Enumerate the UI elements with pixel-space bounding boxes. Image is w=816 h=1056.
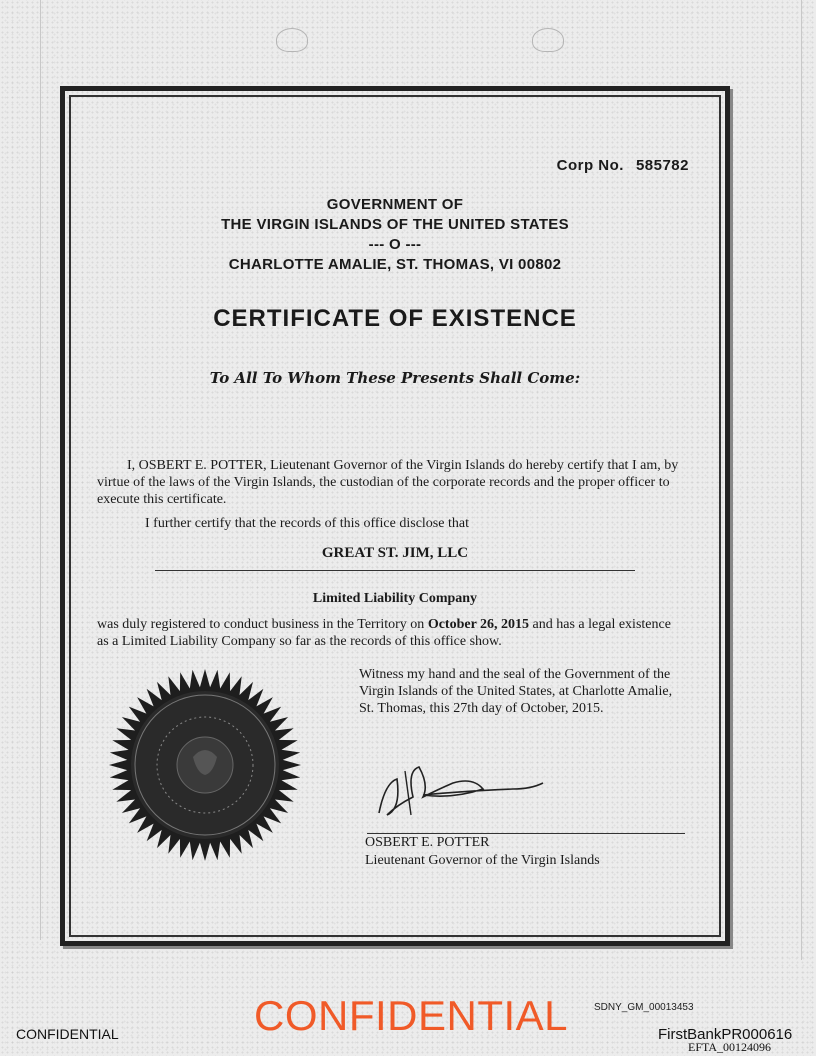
page-edge-line bbox=[40, 0, 41, 940]
header-divider: --- O --- bbox=[368, 236, 422, 253]
header-line-2: THE VIRGIN ISLANDS OF THE UNITED STATES bbox=[221, 216, 569, 233]
company-type: Limited Liability Company bbox=[312, 591, 478, 606]
signer-title: Lieutenant Governor of the Virgin Islands bbox=[365, 853, 600, 868]
signature-image bbox=[365, 761, 565, 831]
salutation: To All To Whom These Presents Shall Come: bbox=[209, 369, 581, 387]
registration-text-2: and has a legal existence as a Limited Liability Company so far as the records of this office show. bbox=[97, 617, 671, 649]
signature-line bbox=[367, 833, 685, 834]
records-paragraph: I further certify that the records of this office disclose that bbox=[145, 516, 469, 531]
efta-number: EFTA_00124096 bbox=[688, 1040, 772, 1054]
certification-paragraph: I, OSBERT E. POTTER, Lieutenant Governor of the Virgin Islands do hereby certify that I am, by virtue of the laws of the Virgin Islands, the custodian of the corporate records and the proper officer to execute this certificate. bbox=[97, 458, 679, 507]
header-line-1: GOVERNMENT OF bbox=[326, 196, 464, 213]
page-edge-line-right bbox=[801, 0, 802, 960]
government-seal bbox=[105, 665, 305, 865]
signer-name: OSBERT E. POTTER bbox=[365, 835, 490, 850]
certificate-border bbox=[60, 86, 730, 946]
registration-paragraph bbox=[97, 616, 685, 650]
sdny-document-id: SDNY_GM_00013453 bbox=[594, 1002, 694, 1013]
certificate-title: CERTIFICATE OF EXISTENCE bbox=[213, 305, 577, 332]
bates-number: FirstBankPR000616 bbox=[658, 1026, 793, 1043]
confidential-label: CONFIDENTIAL bbox=[16, 1026, 119, 1042]
company-name: GREAT ST. JIM, LLC bbox=[321, 545, 469, 561]
punch-hole-right bbox=[532, 28, 564, 52]
header-address: CHARLOTTE AMALIE, ST. THOMAS, VI 00802 bbox=[228, 256, 562, 273]
corp-number bbox=[557, 157, 689, 174]
corp-number-value: 585782 bbox=[635, 157, 689, 174]
punch-hole-left bbox=[276, 28, 308, 52]
company-underline bbox=[155, 570, 635, 571]
corp-number-label: Corp No. bbox=[556, 157, 624, 174]
confidential-stamp: CONFIDENTIAL bbox=[254, 992, 569, 1039]
registration-text-1: was duly registered to conduct business in the Territory on bbox=[97, 617, 428, 632]
registration-date: October 26, 2015 bbox=[427, 617, 530, 632]
government-header bbox=[65, 195, 725, 275]
witness-statement: Witness my hand and the seal of the Government of the Virgin Islands of the United States, at Charlotte Amalie, St. Thomas, this 27th day of October, 2015. bbox=[359, 667, 673, 716]
